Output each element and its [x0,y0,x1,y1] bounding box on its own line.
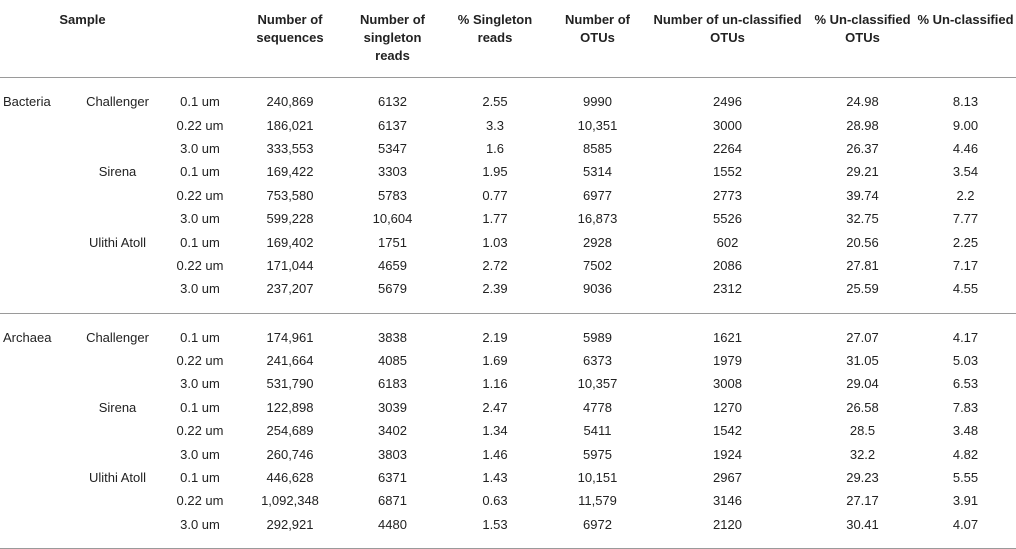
header-num-sequences: Number of sequences [256,12,324,45]
header-pct-unclassified: % Un-classified [917,12,1014,27]
unclassified-otus-cell: 3000 [713,117,742,133]
pct-singleton-cell: 1.46 [482,446,508,462]
unclassified-otus-cell: 1924 [713,446,742,462]
pct-unclassified-cell: 7.77 [952,211,979,227]
pct-unclassified-otus-cell: 25.59 [846,281,879,297]
sequences-cell: 292,921 [266,516,314,532]
site-cell [70,184,165,207]
group-label-cell [0,254,70,277]
size-cell: 3.0 um [180,140,220,156]
otus-cell: 9990 [583,94,612,110]
site-cell [70,137,165,160]
otus-cell: 10,351 [577,117,618,133]
pct-unclassified-cell: 4.82 [952,446,979,462]
sequences-cell: 260,746 [266,446,314,462]
group-label-cell [0,349,70,372]
site-cell [70,113,165,136]
sequences-cell: 531,790 [266,376,314,392]
pct-unclassified-cell: 2.2 [956,187,975,203]
site-cell: Ulithi Atoll [88,234,147,250]
group-label-cell [0,184,70,207]
pct-singleton-cell: 1.03 [482,234,508,250]
otus-cell: 9036 [583,281,612,297]
pct-unclassified-cell: 4.07 [952,516,979,532]
site-cell [70,349,165,372]
singletons-cell: 4659 [378,257,407,273]
unclassified-otus-cell: 5526 [713,211,742,227]
otus-cell: 5411 [583,423,612,439]
size-cell: 0.1 um [180,470,220,486]
unclassified-otus-cell: 3008 [713,376,742,392]
sequences-cell: 169,422 [266,164,314,180]
table-row [0,160,1016,183]
pct-singleton-cell: 2.39 [482,281,508,297]
pct-unclassified-otus-cell: 32.75 [846,211,879,227]
site-cell [70,489,165,512]
pct-unclassified-otus-cell: 26.37 [846,140,879,156]
group-label-cell [0,372,70,395]
size-cell: 0.22 um [176,187,224,203]
singletons-cell: 6132 [378,94,407,110]
sequences-cell: 171,044 [266,257,314,273]
table-row [0,396,1016,419]
pct-singleton-cell: 1.69 [482,353,508,369]
singletons-cell: 6183 [378,376,407,392]
pct-unclassified-cell: 8.13 [952,94,979,110]
pct-singleton-cell: 1.34 [482,423,508,439]
pct-unclassified-cell: 3.91 [952,493,979,509]
site-cell: Sirena [98,399,137,415]
size-cell: 0.1 um [180,94,220,110]
otus-cell: 6972 [583,516,612,532]
singletons-cell: 6871 [378,493,407,509]
pct-unclassified-cell: 2.25 [952,234,979,250]
group-label-cell [0,277,70,300]
table-row [0,207,1016,230]
site-cell [70,419,165,442]
pct-unclassified-otus-cell: 24.98 [846,94,879,110]
site-cell: Challenger [86,329,149,345]
singletons-cell: 3303 [378,164,407,180]
singletons-cell: 5679 [378,281,407,297]
singletons-cell: 1751 [378,234,407,250]
group-label-cell [0,396,70,419]
header-num-unclassified-otus: Number of un-classified OTUs [653,12,802,45]
site-cell [70,442,165,465]
singletons-cell: 6137 [378,117,407,133]
group-archaea [0,313,1016,549]
group-spacer [0,301,1016,314]
singletons-cell: 3803 [378,446,407,462]
header-pct-singleton: % Singleton reads [457,12,533,45]
singletons-cell: 4480 [378,516,407,532]
size-cell: 0.22 um [176,423,224,439]
pct-singleton-cell: 0.77 [482,187,508,203]
sequences-cell: 753,580 [266,187,314,203]
otus-cell: 6373 [583,353,612,369]
pct-singleton-cell: 1.95 [482,164,508,180]
pct-unclassified-cell: 5.03 [952,353,979,369]
pct-unclassified-cell: 3.54 [952,164,979,180]
sequences-cell: 174,961 [266,329,314,345]
group-label-cell [0,207,70,230]
otus-cell: 10,151 [577,470,618,486]
table-row [0,254,1016,277]
singletons-cell: 10,604 [372,211,413,227]
pct-unclassified-otus-cell: 32.2 [849,446,876,462]
unclassified-otus-cell: 2264 [713,140,742,156]
pct-unclassified-cell: 4.55 [952,281,979,297]
unclassified-otus-cell: 1621 [713,329,742,345]
singletons-cell: 6371 [378,470,407,486]
pct-singleton-cell: 1.6 [485,140,505,156]
group-label-cell [0,419,70,442]
table-row [0,372,1016,395]
size-cell: 3.0 um [180,281,220,297]
size-cell: 0.1 um [180,234,220,250]
pct-unclassified-cell: 7.17 [952,257,979,273]
table-row [0,137,1016,160]
otus-cell: 7502 [583,257,612,273]
pct-unclassified-cell: 7.83 [952,399,979,415]
otus-cell: 2928 [583,234,612,250]
pct-unclassified-otus-cell: 29.04 [846,376,879,392]
group-spacer [0,78,1016,91]
table-row [0,349,1016,372]
unclassified-otus-cell: 1552 [713,164,742,180]
pct-unclassified-otus-cell: 31.05 [846,353,879,369]
sequences-cell: 240,869 [266,94,314,110]
unclassified-otus-cell: 1979 [713,353,742,369]
pct-singleton-cell: 1.77 [482,211,508,227]
header-num-singleton: Number of singleton reads [360,12,425,63]
sequences-cell: 446,628 [266,470,314,486]
header-pct-unclassified-otus: % Un-classified OTUs [814,12,911,45]
pct-unclassified-cell: 4.17 [952,329,979,345]
table-row [0,489,1016,512]
pct-unclassified-otus-cell: 29.23 [846,470,879,486]
otus-cell: 5989 [583,329,612,345]
pct-unclassified-otus-cell: 27.17 [846,493,879,509]
sequences-cell: 333,553 [266,140,314,156]
group-label-cell: Bacteria [3,94,51,110]
pct-singleton-cell: 3.3 [485,117,505,133]
singletons-cell: 5783 [378,187,407,203]
group-label-cell [0,137,70,160]
size-cell: 3.0 um [180,446,220,462]
size-cell: 0.22 um [176,257,224,273]
otus-cell: 5975 [583,446,612,462]
singletons-cell: 4085 [378,353,407,369]
table-row [0,113,1016,136]
otus-cell: 8585 [583,140,612,156]
size-cell: 0.22 um [176,117,224,133]
singletons-cell: 5347 [378,140,407,156]
site-cell: Ulithi Atoll [88,470,147,486]
unclassified-otus-cell: 602 [716,234,739,250]
unclassified-otus-cell: 2773 [713,187,742,203]
pct-singleton-cell: 1.53 [482,516,508,532]
group-label-cell [0,489,70,512]
pct-unclassified-otus-cell: 39.74 [846,187,879,203]
size-cell: 0.1 um [180,399,220,415]
pct-singleton-cell: 1.16 [482,376,508,392]
pct-unclassified-otus-cell: 30.41 [846,516,879,532]
size-cell: 0.1 um [180,164,220,180]
sequences-cell: 254,689 [266,423,314,439]
unclassified-otus-cell: 2120 [713,516,742,532]
pct-unclassified-otus-cell: 28.98 [846,117,879,133]
group-label-cell [0,466,70,489]
header-size-blank [165,0,235,78]
table-row [0,90,1016,113]
otus-cell: 4778 [583,399,612,415]
sequences-cell: 122,898 [266,399,314,415]
pct-unclassified-cell: 3.48 [952,423,979,439]
site-cell [70,254,165,277]
otus-cell: 6977 [583,187,612,203]
group-spacer [0,313,1016,326]
pct-unclassified-otus-cell: 28.5 [849,423,876,439]
group-label-cell [0,113,70,136]
pct-singleton-cell: 1.43 [482,470,508,486]
singletons-cell: 3838 [378,329,407,345]
group-bacteria [0,78,1016,314]
pct-singleton-cell: 2.47 [482,399,508,415]
pct-singleton-cell: 0.63 [482,493,508,509]
size-cell: 3.0 um [180,376,220,392]
pct-singleton-cell: 2.72 [482,257,508,273]
pct-unclassified-otus-cell: 27.81 [846,257,879,273]
site-cell [70,372,165,395]
site-cell [70,277,165,300]
table-row [0,230,1016,253]
pct-unclassified-otus-cell: 29.21 [846,164,879,180]
pct-unclassified-otus-cell: 27.07 [846,329,879,345]
size-cell: 0.1 um [180,329,220,345]
site-cell: Challenger [86,94,149,110]
otus-cell: 11,579 [578,493,617,509]
group-label-cell: Archaea [3,329,52,345]
site-cell: Sirena [98,164,137,180]
header-row [0,0,1016,78]
otus-cell: 10,357 [577,376,618,392]
table-row [0,184,1016,207]
pct-unclassified-cell: 5.55 [952,470,979,486]
singletons-cell: 3402 [378,423,407,439]
sequences-cell: 169,402 [266,234,314,250]
sequences-cell: 1,092,348 [261,493,319,509]
otus-cell: 16,873 [577,211,618,227]
sequences-cell: 237,207 [266,281,314,297]
pct-unclassified-otus-cell: 20.56 [846,234,879,250]
unclassified-otus-cell: 2496 [713,94,742,110]
pct-unclassified-cell: 4.46 [952,140,979,156]
otus-cell: 5314 [583,164,612,180]
table-row [0,442,1016,465]
group-spacer [0,536,1016,549]
size-cell: 3.0 um [180,211,220,227]
group-label-cell [0,230,70,253]
unclassified-otus-cell: 1542 [713,423,742,439]
table-row [0,466,1016,489]
sequences-cell: 241,664 [266,353,314,369]
table-row [0,326,1016,349]
sequences-cell: 599,228 [266,211,314,227]
sequences-cell: 186,021 [266,117,314,133]
pct-unclassified-otus-cell: 26.58 [846,399,879,415]
unclassified-otus-cell: 2086 [713,257,742,273]
table-row [0,419,1016,442]
group-label-cell [0,160,70,183]
unclassified-otus-cell: 2312 [713,281,742,297]
pct-singleton-cell: 2.19 [482,329,508,345]
size-cell: 3.0 um [180,516,220,532]
pct-unclassified-cell: 6.53 [952,376,979,392]
unclassified-otus-cell: 2967 [713,470,742,486]
header-sample: Sample [59,12,106,27]
size-cell: 0.22 um [176,353,224,369]
size-cell: 0.22 um [176,493,224,509]
singletons-cell: 3039 [378,399,407,415]
unclassified-otus-cell: 3146 [713,493,742,509]
site-cell [70,207,165,230]
unclassified-otus-cell: 1270 [713,399,742,415]
pct-singleton-cell: 2.55 [482,94,508,110]
pct-unclassified-cell: 9.00 [952,117,979,133]
table-row [0,277,1016,300]
header-num-otus: Number of OTUs [565,12,630,45]
group-label-cell [0,442,70,465]
